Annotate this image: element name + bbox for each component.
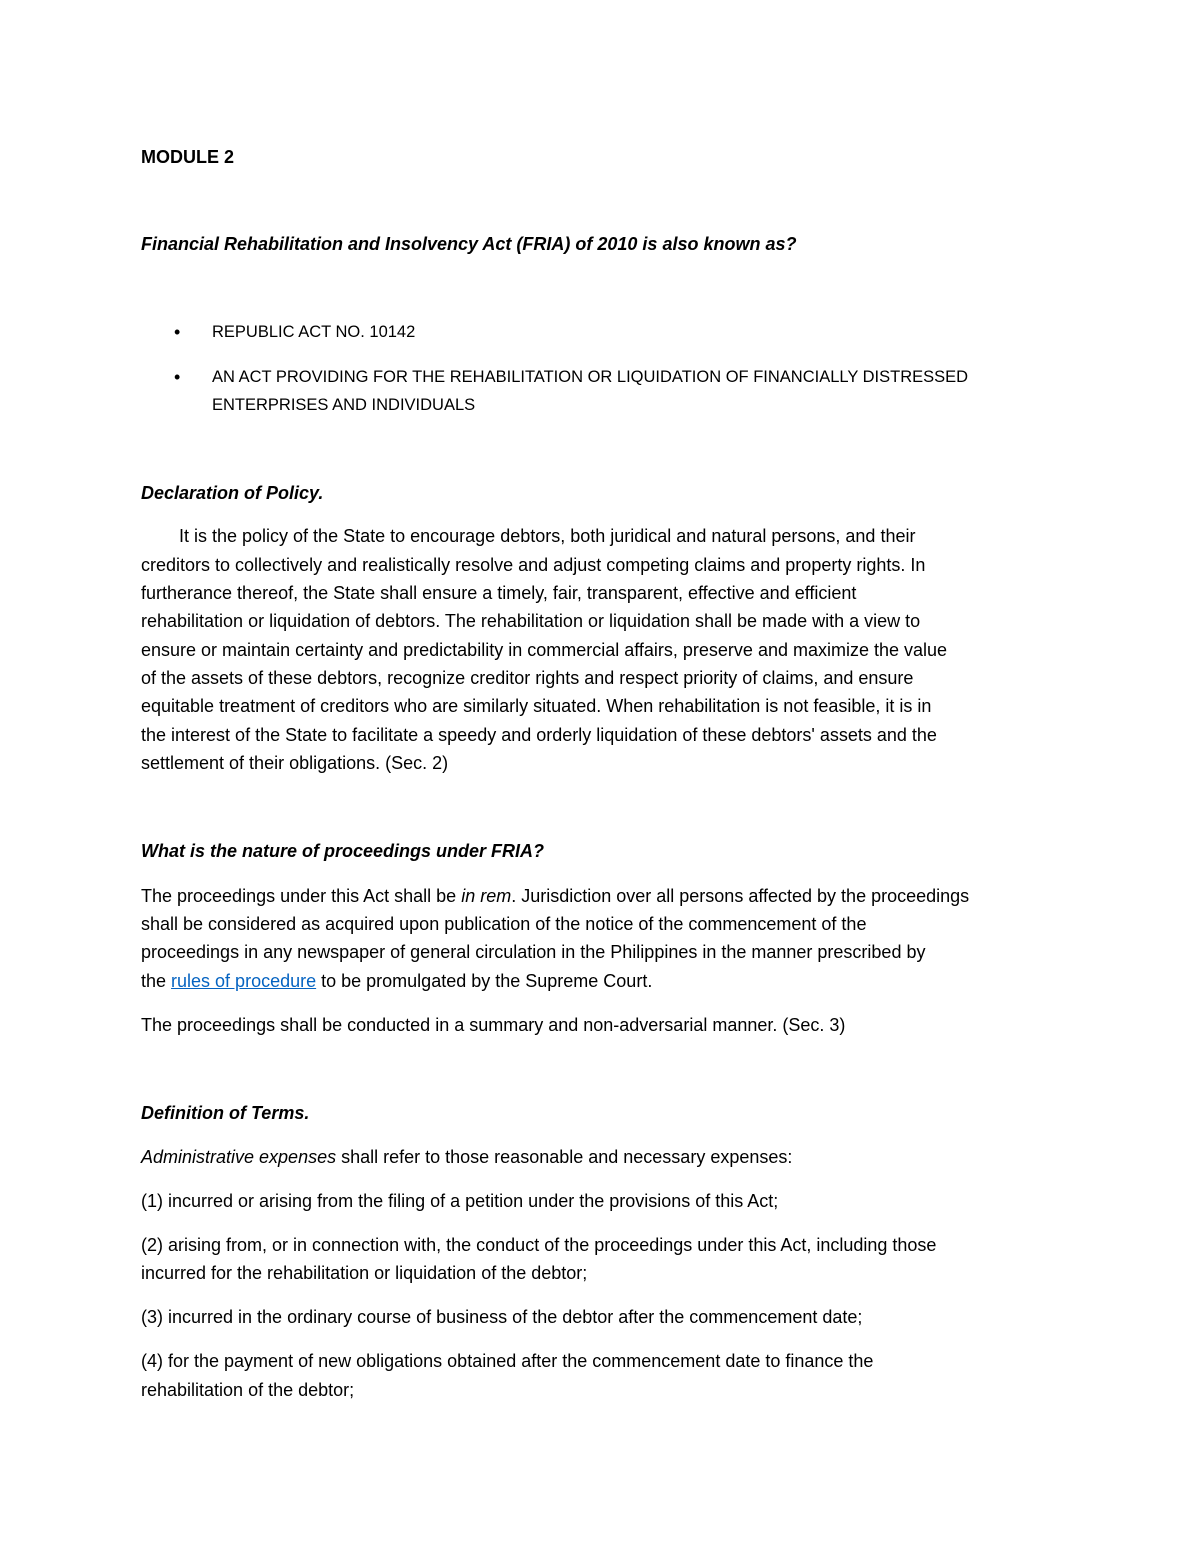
nature-text: The proceedings under this Act shall be: [141, 886, 462, 906]
definition-item-2: (2) arising from, or in connection with, the conduct of the proceedings under this Act, including those: [141, 1235, 937, 1255]
policy-line: equitable treatment of creditors who are similarly situated. When rehabilitation is not feasible, it is in: [141, 696, 932, 716]
definition-item-4: (4) for the payment of new obligations obtained after the commencement date to finance the: [141, 1351, 874, 1371]
definition-item-2-cont: incurred for the rehabilitation or liquidation of the debtor;: [141, 1263, 588, 1283]
nature-heading: What is the nature of proceedings under FRIA?: [141, 841, 545, 861]
policy-line: settlement of their obligations. (Sec. 2): [141, 753, 449, 773]
bullet-item-1: REPUBLIC ACT NO. 10142: [212, 323, 416, 341]
nature-text: to be promulgated by the Supreme Court.: [316, 971, 653, 991]
nature-line: [141, 882, 969, 911]
admin-expenses-definition: [141, 1143, 792, 1172]
policy-line: creditors to collectively and realistically resolve and adjust competing claims and property rights. In: [141, 555, 926, 575]
bullet-item-2: AN ACT PROVIDING FOR THE REHABILITATION OR LIQUIDATION OF FINANCIALLY DISTRESSED: [212, 368, 969, 386]
policy-line: furtherance thereof, the State shall ensure a timely, fair, transparent, effective and efficient: [141, 583, 857, 603]
module-title: MODULE 2: [141, 147, 235, 167]
definition-item-1: (1) incurred or arising from the filing of a petition under the provisions of this Act;: [141, 1191, 779, 1211]
bullet-item-2-cont: ENTERPRISES AND INDIVIDUALS: [212, 396, 476, 414]
nature-line: proceedings in any newspaper of general circulation in the Philippines in the manner prescribed by: [141, 942, 926, 962]
question-fria-title: Financial Rehabilitation and Insolvency Act (FRIA) of 2010 is also known as?: [141, 234, 797, 254]
policy-line: of the assets of these debtors, recognize creditor rights and respect priority of claims, and ensure: [141, 668, 914, 688]
admin-expenses-term: Administrative expenses: [141, 1147, 337, 1167]
nature-text: the: [141, 971, 172, 991]
definitions-heading: Definition of Terms.: [141, 1103, 310, 1123]
nature-line: shall be considered as acquired upon publication of the notice of the commencement of the: [141, 914, 867, 934]
bullet-dot-2: •: [174, 367, 181, 387]
definition-item-3: (3) incurred in the ordinary course of business of the debtor after the commencement date;: [141, 1307, 863, 1327]
bullet-dot-1: •: [174, 322, 181, 342]
policy-line: the interest of the State to facilitate a speedy and orderly liquidation of these debtors' assets and the: [141, 725, 937, 745]
policy-line: rehabilitation or liquidation of debtors. The rehabilitation or liquidation shall be made with a view to: [141, 611, 921, 631]
policy-line: ensure or maintain certainty and predictability in commercial affairs, preserve and maximize the value: [141, 640, 948, 660]
nature-line: [141, 967, 652, 996]
policy-heading: Declaration of Policy.: [141, 483, 324, 503]
nature-summary-line: The proceedings shall be conducted in a summary and non-adversarial manner. (Sec. 3): [141, 1015, 846, 1035]
admin-expenses-text: shall refer to those reasonable and necessary expenses:: [336, 1147, 793, 1167]
nature-text: . Jurisdiction over all persons affected by the proceedings: [511, 886, 970, 906]
rules-of-procedure-link[interactable]: rules of procedure: [171, 971, 317, 991]
policy-line: It is the policy of the State to encourage debtors, both juridical and natural persons, and their: [179, 526, 916, 546]
definition-item-4-cont: rehabilitation of the debtor;: [141, 1380, 355, 1400]
in-rem-term: in rem: [461, 886, 512, 906]
